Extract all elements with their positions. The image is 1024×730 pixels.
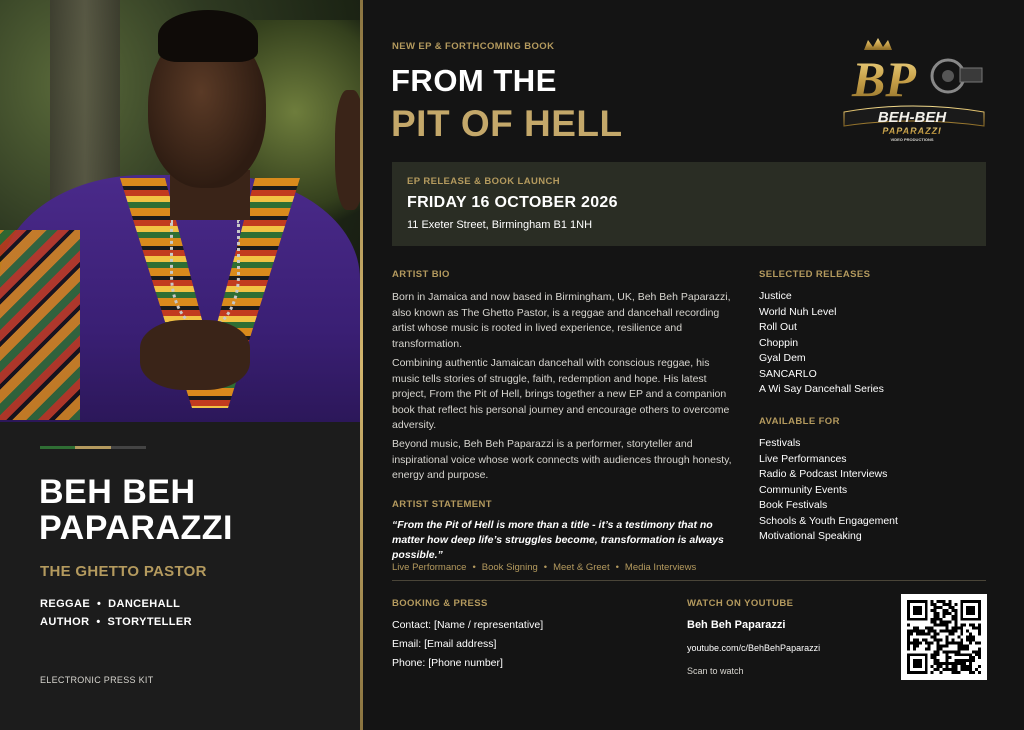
gold-divider — [360, 0, 363, 730]
statement-heading: ARTIST STATEMENT — [392, 499, 492, 510]
header-kicker: NEW EP & FORTHCOMING BOOK — [392, 41, 555, 52]
tag: Live Performance — [392, 562, 467, 573]
release-item: Roll Out — [759, 321, 797, 333]
available-item: Live Performances — [759, 452, 847, 465]
event-date: FRIDAY 16 OCTOBER 2026 — [407, 194, 618, 211]
color-divider — [40, 446, 146, 449]
release-item: World Nuh Level — [759, 305, 837, 318]
booking-contact: Contact: [Name / representative] — [392, 619, 544, 631]
release-item: Gyal Dem — [759, 352, 806, 364]
releases-heading: SELECTED RELEASES — [759, 269, 871, 280]
title-line2: PIT OF HELL — [391, 103, 623, 144]
youtube-url[interactable]: youtube.com/c/BehBehPaparazzi — [687, 643, 821, 653]
available-list — [759, 436, 898, 545]
releases-list — [759, 289, 884, 398]
release-item: A Wi Say Dancehall Series — [759, 383, 884, 395]
logo-tiny: VIDEO PRODUCTIONS — [890, 137, 934, 142]
tag: Media Interviews — [624, 562, 697, 573]
available-item: Motivational Speaking — [759, 530, 862, 542]
artist-statement-quote: “From the Pit of Hell is more than a title - it’s a testimony that no matter how deep life’s struggles become, transformation is always possible.” — [392, 519, 724, 561]
available-item: Community Events — [759, 483, 848, 496]
statement-tags: Live Performance • Book Signing • Meet & Greet • Media Interviews — [392, 562, 697, 573]
left-panel — [0, 0, 360, 730]
epk-label: ELECTRONIC PRESS KIT — [40, 675, 154, 685]
brand-logo — [838, 34, 986, 144]
available-item: Radio & Podcast Interviews — [759, 468, 888, 480]
scan-to-watch-label: Scan to watch — [687, 666, 744, 676]
artist-photo — [0, 0, 360, 422]
qr-code[interactable] — [901, 594, 987, 680]
release-item: Choppin — [759, 336, 799, 349]
booking-email: Email: [Email address] — [392, 638, 497, 650]
event-venue: 11 Exeter Street, Birmingham B1 1NH — [407, 219, 593, 231]
section-divider — [392, 580, 986, 581]
logo-subtitle: PAPARAZZI — [882, 126, 942, 136]
available-item: Book Festivals — [759, 499, 828, 511]
artist-name — [39, 474, 339, 546]
logo-wordmark: BEH-BEH — [877, 109, 947, 126]
genres — [40, 595, 192, 631]
bio-paragraph-1: Born in Jamaica and now based in Birmingham, UK, Beh Beh Paparazzi, also known as The Ghetto Pastor, is a reggae and dancehall recording artist whose music is rooted in lived experience, resilience and transformation. — [392, 291, 731, 350]
tag: Book Signing — [481, 562, 538, 573]
release-item: Justice — [759, 290, 792, 302]
title-line1: FROM THE — [391, 63, 557, 98]
youtube-heading: WATCH ON YOUTUBE — [687, 598, 794, 609]
artist-name-line2: PAPARAZZI — [39, 509, 234, 547]
logo-monogram: BP — [852, 51, 916, 107]
bio-heading: ARTIST BIO — [392, 269, 450, 280]
bio-paragraph-3: Beyond music, Beh Beh Paparazzi is a performer, storyteller and inspirational voice whose work connects with audiences through honesty, energy and purpose. — [392, 438, 732, 481]
booking-heading: BOOKING & PRESS — [392, 598, 488, 609]
available-item: Schools & Youth Engagement — [759, 514, 898, 527]
artist-tagline: THE GHETTO PASTOR — [40, 563, 207, 580]
event-label: EP RELEASE & BOOK LAUNCH — [407, 176, 560, 187]
genres-line1: REGGAE • DANCEHALL — [40, 598, 181, 610]
tag: Meet & Greet — [553, 562, 610, 573]
release-item: SANCARLO — [759, 367, 817, 380]
available-heading: AVAILABLE FOR — [759, 416, 840, 427]
qr-code-icon — [907, 600, 981, 674]
artist-name-line1: BEH BEH — [39, 473, 196, 511]
available-item: Festivals — [759, 437, 801, 449]
genres-line2: AUTHOR • STORYTELLER — [40, 616, 192, 628]
booking-phone: Phone: [Phone number] — [392, 657, 503, 669]
bio-paragraph-2: Combining authentic Jamaican dancehall with conscious reggae, his music tells stories of struggle, faith, redemption and hope. His latest project, From the Pit of Hell, brings together a new EP and a companion book that reflect his personal journey and encourage others to overcome adversity. — [392, 357, 730, 431]
youtube-channel-name: Beh Beh Paparazzi — [687, 619, 786, 631]
crown-icon — [864, 38, 892, 50]
event-box — [392, 162, 986, 246]
